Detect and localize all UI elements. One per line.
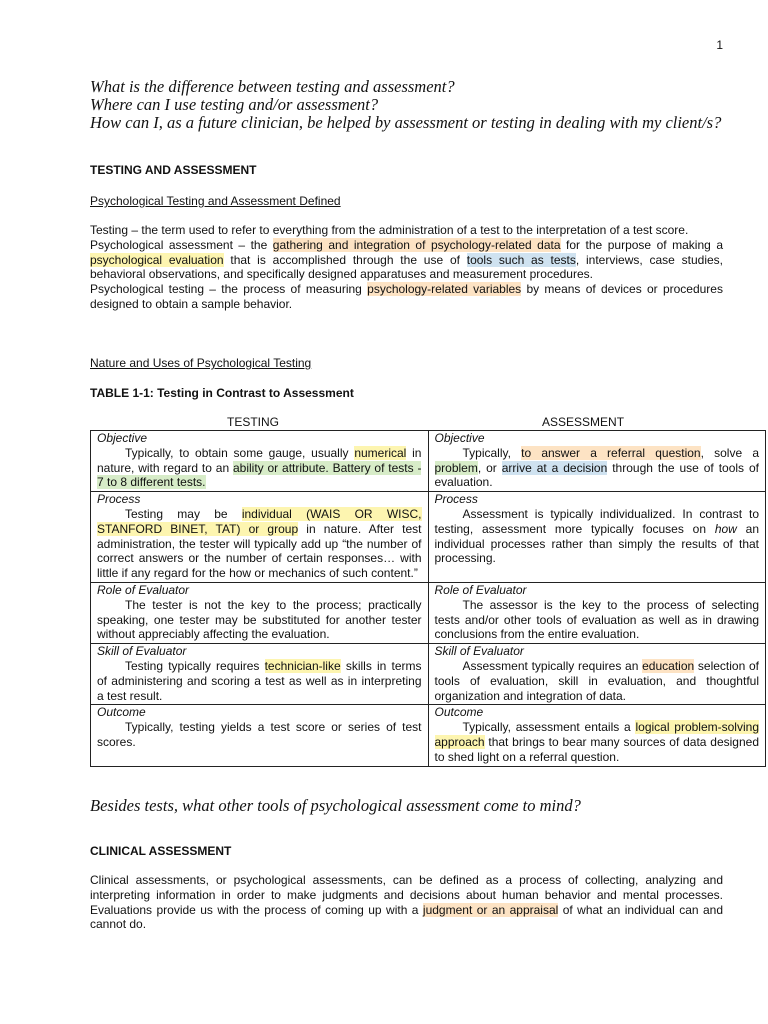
- cell-testing-process: Process Testing may be individual (WAIS OR WISC, STANFORD BINET, TAT) or group in nature. After test administration, the tester will typically add up “the number of correct answers or the number of certain responses… with little if any regard for the how or mechanics of such content.”: [91, 492, 429, 583]
- question-3: How can I, as a future clinician, be helped by assessment or testing in dealing with my client/s?: [90, 113, 722, 132]
- assessment-definition: Psychological assessment – the gathering and integration of psychology-related data for the purpose of making a psychological evaluation that is accomplished through the use of tools such as tests, interviews, case studies, behavioral observations, and specifically designed apparatuses and measurement procedures.: [90, 237, 724, 282]
- table-title: TABLE 1-1: Testing in Contrast to Assessment: [90, 386, 354, 400]
- testing-definition: Testing – the term used to refer to everything from the administration of a test to the interpretation of a test score.: [90, 223, 689, 237]
- heading-testing-assessment: TESTING AND ASSESSMENT: [90, 163, 257, 177]
- highlight: psychology-related variables: [367, 282, 522, 297]
- highlight: tools such as tests: [466, 252, 576, 267]
- cell-assessment-skill: Skill of Evaluator Assessment typically requires an education selection of tools of evaluation, skill in evaluation, and thoughtful organization and integration of data.: [428, 644, 766, 705]
- comparison-table: [90, 430, 766, 767]
- cell-assessment-outcome: Outcome Typically, assessment entails a logical problem-solving approach that brings to bear many sources of data designed to shed light on a referral question.: [428, 705, 766, 766]
- table-row: [91, 582, 766, 643]
- cell-assessment-process: Process Assessment is typically individualized. In contrast to testing, assessment more typically focuses on how an individual processes rather than simply the results of that processing.: [428, 492, 766, 583]
- heading-clinical-assessment: CLINICAL ASSESSMENT: [90, 844, 232, 858]
- cell-assessment-role: Role of Evaluator The assessor is the key to the process of selecting tests and/or other tools of evaluation as well as in drawing conclusions from the entire evaluation.: [428, 582, 766, 643]
- highlight: gathering and integration of psychology-related data: [272, 237, 561, 252]
- question-2: Where can I use testing and/or assessment?: [90, 95, 379, 114]
- table-row: [91, 644, 766, 705]
- page-number: 1: [716, 38, 723, 52]
- table-row: [91, 705, 766, 766]
- cell-testing-role: Role of Evaluator The tester is not the key to the process; practically speaking, one tester may be substituted for another tester without appreciably affecting the evaluation.: [91, 582, 429, 643]
- question-1: What is the difference between testing and assessment?: [90, 77, 455, 96]
- guiding-questions: [90, 78, 730, 132]
- clinical-assessment-paragraph: Clinical assessments, or psychological assessments, can be defined as a process of collecting, analyzing and interpreting information in order to make judgments and decisions about human behavior and mental processes. Evaluations provide us with the process of coming up with a judgment or an appraisal of what an individual can and cannot do.: [90, 873, 723, 932]
- table-row: [91, 431, 766, 492]
- highlight: psychological evaluation: [90, 252, 224, 267]
- cell-testing-skill: Skill of Evaluator Testing typically requires technician-like skills in terms of administering and scoring a test as well as in interpreting a test result.: [91, 644, 429, 705]
- cell-testing-objective: Objective Typically, to obtain some gauge, usually numerical in nature, with regard to an ability or attribute. Battery of tests - 7 to 8 different tests.: [91, 431, 429, 492]
- cell-assessment-objective: Objective Typically, to answer a referral question, solve a problem, or arrive at a decision through the use of tools of evaluation.: [428, 431, 766, 492]
- col-header-testing: TESTING: [227, 415, 280, 429]
- table-row: [91, 492, 766, 583]
- besides-tests-question: Besides tests, what other tools of psychological assessment come to mind?: [90, 796, 581, 815]
- highlight: judgment or an appraisal: [422, 902, 559, 917]
- definitions-block: [90, 223, 723, 312]
- subheading-nature-uses: Nature and Uses of Psychological Testing: [90, 356, 312, 370]
- psych-testing-definition: Psychological testing – the process of measuring psychology-related variables by means of devices or procedures designed to obtain a sample behavior.: [90, 282, 723, 311]
- col-header-assessment: ASSESSMENT: [542, 415, 625, 429]
- subheading-defined: Psychological Testing and Assessment Defined: [90, 194, 341, 208]
- cell-testing-outcome: Outcome Typically, testing yields a test score or series of test scores.: [91, 705, 429, 766]
